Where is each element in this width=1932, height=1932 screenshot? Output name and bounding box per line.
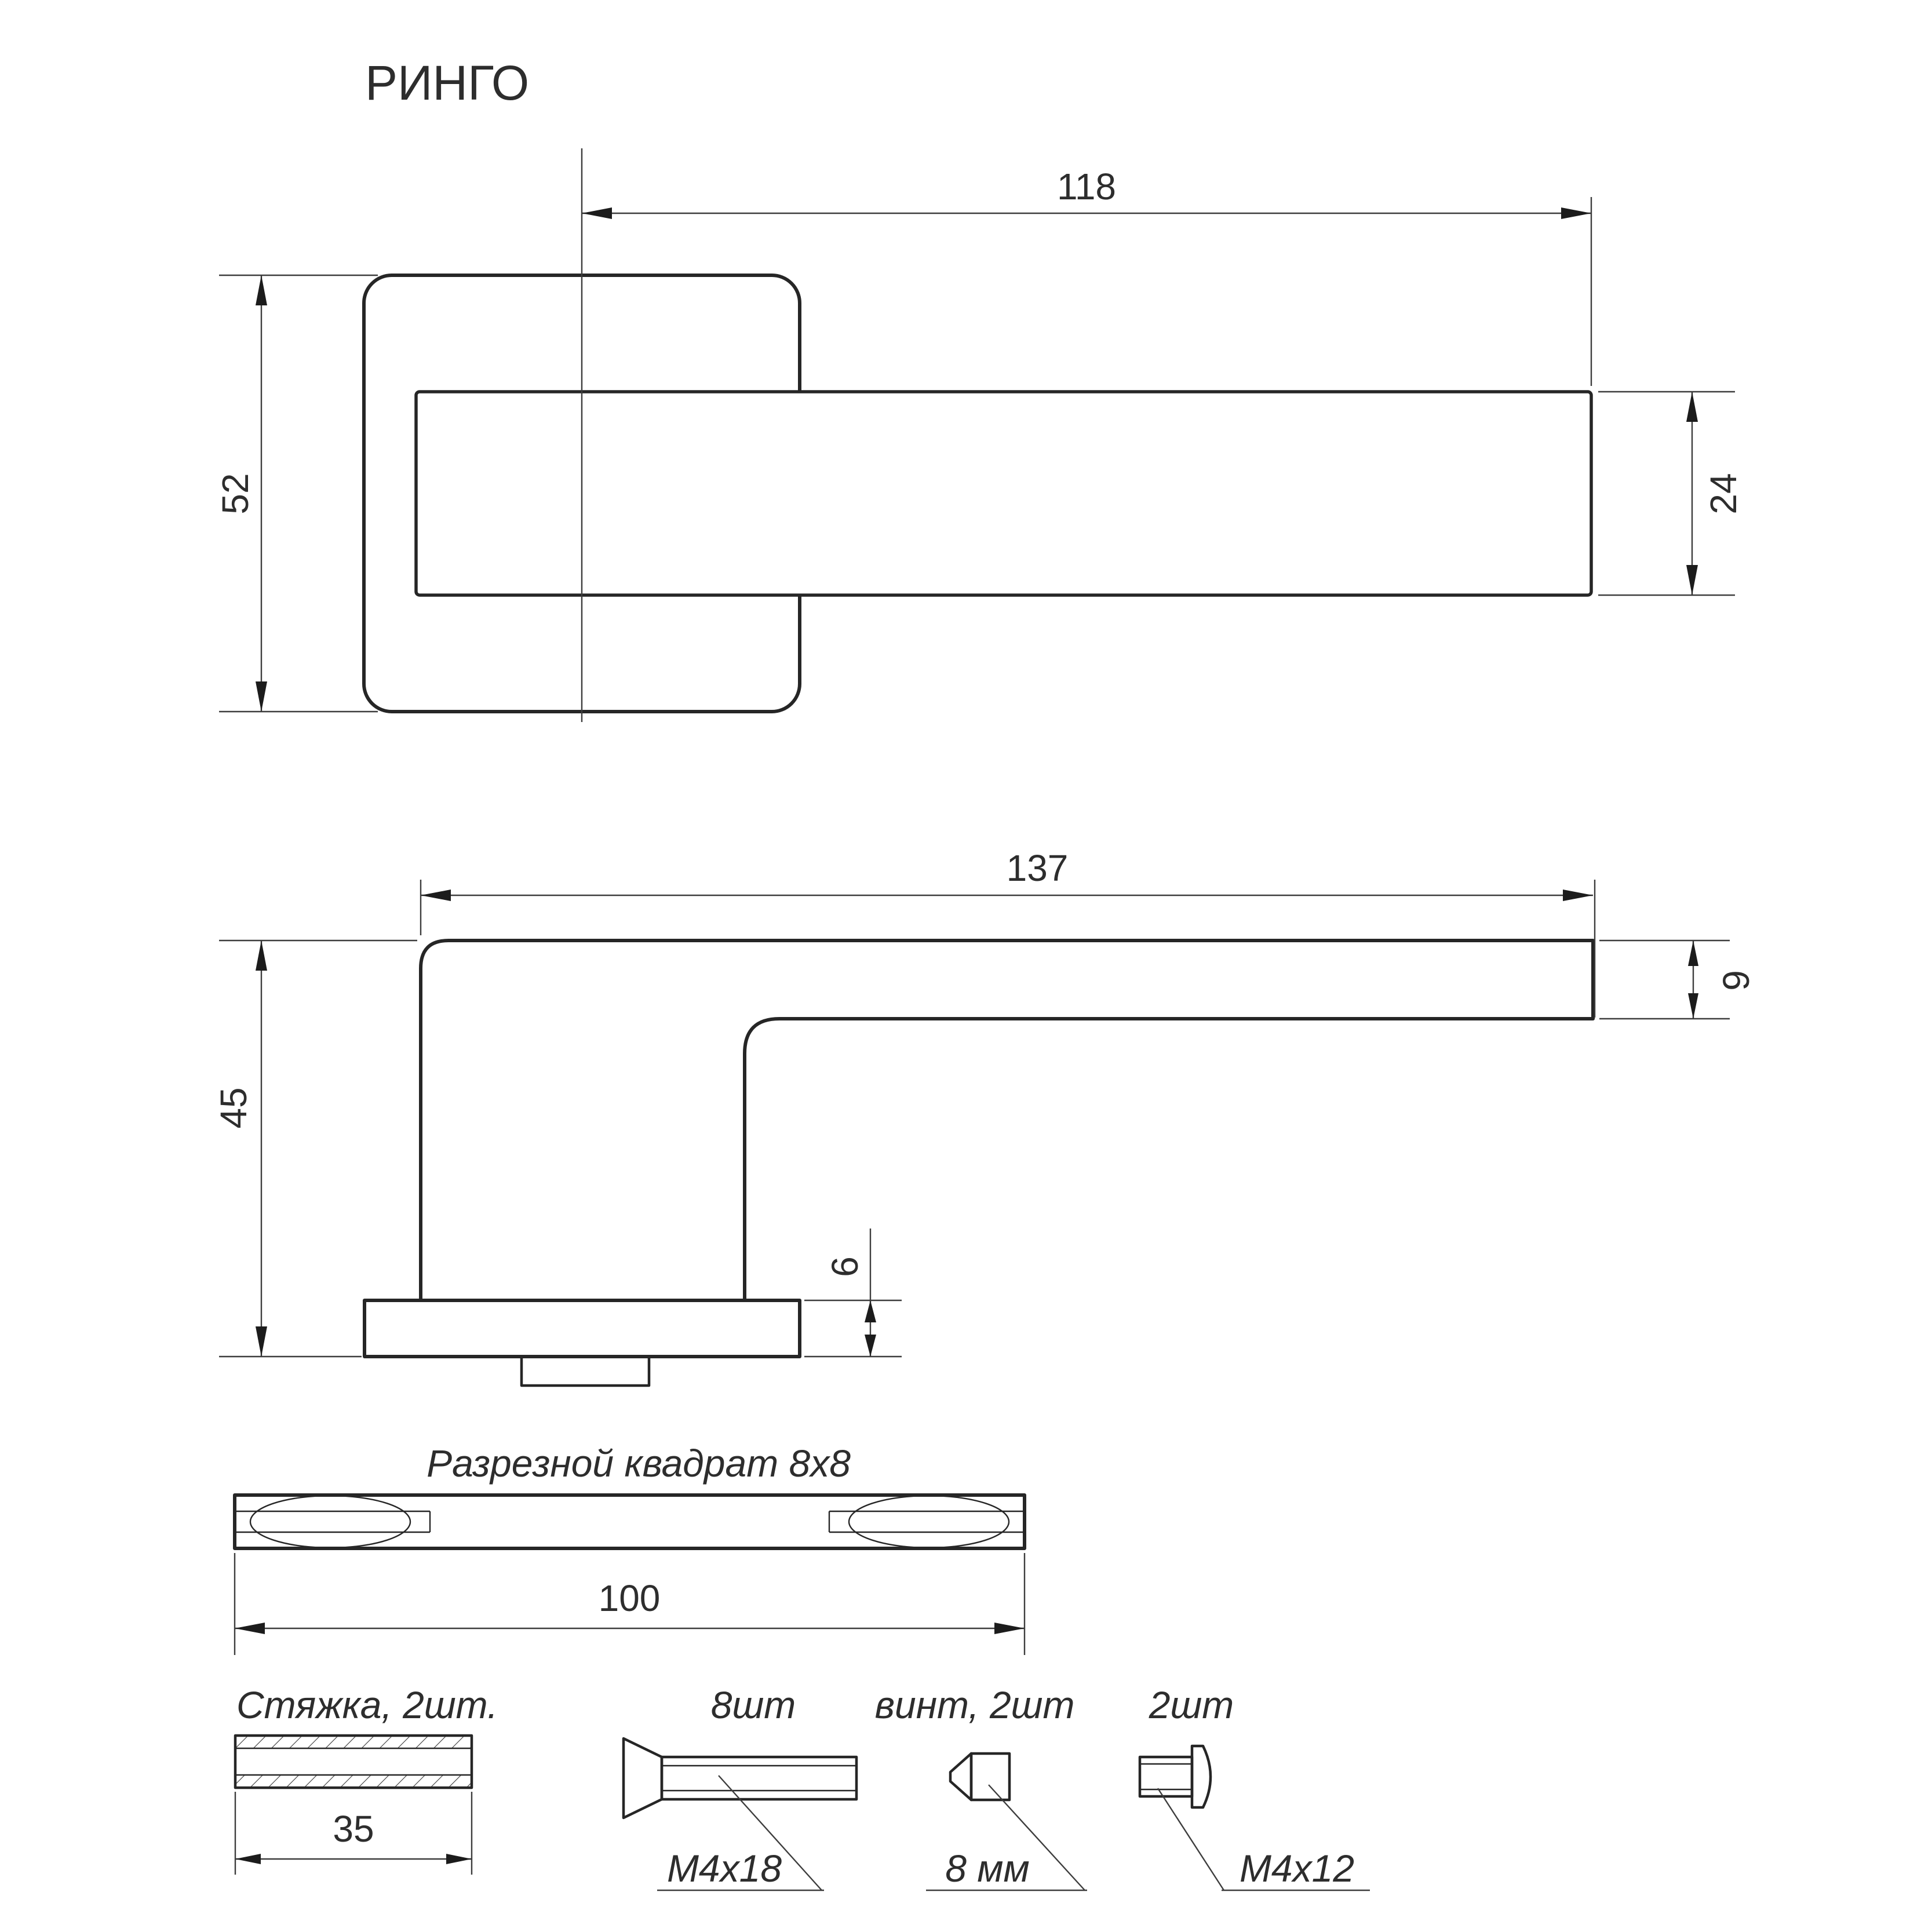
spindle-boss — [522, 1357, 649, 1386]
part-set-screw — [875, 1683, 1087, 1890]
spindle-view — [235, 1442, 1025, 1655]
dim-6-value: 6 — [824, 1256, 866, 1277]
spindle-split-right — [849, 1496, 1009, 1548]
cap-bolt-spec: M4x12 — [1239, 1847, 1355, 1890]
part-tie — [235, 1683, 498, 1875]
plate-side — [364, 1300, 800, 1357]
set-screw-spec: 8 мм — [945, 1847, 1030, 1890]
grip-bar — [416, 392, 1591, 595]
dim-137-value: 137 — [1006, 847, 1069, 889]
dim-35-value: 35 — [333, 1808, 374, 1850]
tie-hatch-bottom — [235, 1775, 472, 1788]
cap-bolt-body — [1140, 1757, 1192, 1796]
dim-45 — [213, 941, 417, 1357]
spindle-split-left — [250, 1496, 410, 1548]
side-view — [213, 847, 1757, 1386]
dim-24-value: 24 — [1703, 473, 1744, 515]
set-screw-point — [950, 1754, 971, 1800]
dim-9-value: 9 — [1715, 970, 1757, 991]
dim-6 — [804, 1229, 902, 1357]
part-cap-bolt — [1140, 1683, 1370, 1890]
lever-profile — [421, 941, 1593, 1300]
dim-137 — [421, 847, 1595, 1018]
dim-100-value: 100 — [598, 1577, 661, 1619]
tie-hatch-top — [235, 1736, 472, 1748]
top-view — [214, 148, 1744, 722]
dim-118-value: 118 — [1056, 166, 1117, 207]
tie-label: Стяжка, 2шт. — [236, 1683, 498, 1726]
drawing-title: РИНГО — [365, 56, 530, 110]
set-screw-body — [971, 1754, 1009, 1800]
cap-bolt-qty-label: 2шт — [1149, 1683, 1234, 1726]
screw-head — [624, 1738, 662, 1818]
part-screws — [624, 1683, 856, 1890]
dim-35 — [235, 1792, 472, 1875]
spindle-bar — [235, 1495, 1025, 1548]
set-screw-qty-label: винт, 2шт — [874, 1683, 1075, 1726]
dim-52 — [214, 275, 378, 712]
screws-qty-label: 8шт — [710, 1683, 796, 1726]
dim-9 — [1599, 941, 1757, 1019]
cap-bolt-head — [1192, 1746, 1211, 1807]
spindle-label: Разрезной квадрат 8x8 — [427, 1442, 851, 1485]
screw-shaft — [662, 1757, 856, 1799]
dim-24 — [1598, 392, 1744, 595]
dim-45-value: 45 — [213, 1087, 254, 1129]
dim-100 — [235, 1553, 1025, 1655]
dim-52-value: 52 — [214, 473, 256, 515]
screws-spec: M4x18 — [666, 1847, 782, 1890]
